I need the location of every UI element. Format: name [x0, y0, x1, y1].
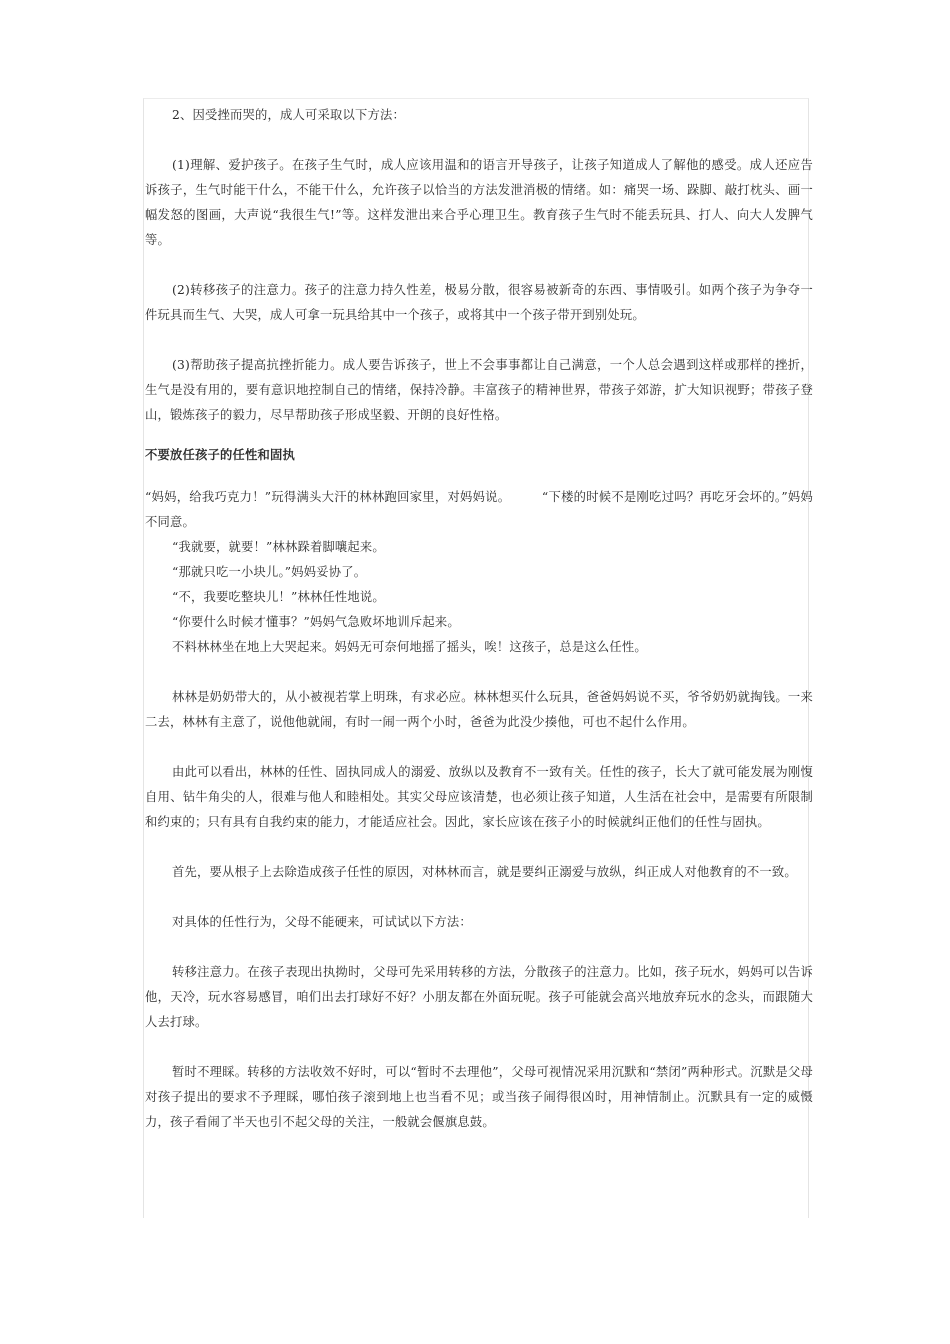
dialog-opening: “妈妈，给我巧克力！”玩得满头大汗的林林跑回家里，对妈妈说。 “下楼的时候不是刚吃过吗？再吃牙会坏的。”妈妈不同意。	[145, 490, 813, 529]
dialog-line: “那就只吃一小块儿。”妈妈妥协了。	[172, 565, 367, 579]
method-1-paragraph: (1)理解、爱护孩子。在孩子生气时，成人应该用温和的语言开导孩子，让孩子知道成人了解他的感受。成人还应告诉孩子，生气时能干什么，不能干什么，允许孩子以恰当的方法发泄消极的情绪。如：痛哭一场、跺脚、敲打枕头、画一幅发怒的图画，大声说“我很生气!”等。这样发泄出来合乎心理卫生。教育孩子生气时不能丢玩具、打人、向大人发脾气等。	[145, 158, 813, 247]
spacer	[145, 885, 813, 910]
dialog-line: “你要什么时候才懂事？”妈妈气急败坏地训斥起来。	[172, 615, 460, 629]
background-paragraph: 林林是奶奶带大的，从小被视若掌上明珠，有求必应。林林想买什么玩具，爸爸妈妈说不买，爷爷奶奶就掏钱。一来二去，林林有主意了，说他他就闹，有时一闹一两个小时，爸爸为此没少揍他，可也不起什么作用。	[145, 690, 813, 729]
dialog-block	[145, 535, 813, 660]
spacer	[145, 1035, 813, 1060]
spacer	[145, 660, 813, 685]
spacer	[145, 935, 813, 960]
spacer	[145, 468, 813, 485]
analysis-paragraph: 由此可以看出，林林的任性、固执同成人的溺爱、放纵以及教育不一致有关。任性的孩子，长大了就可能发展为刚愎自用、钻牛角尖的人，很难与他人和睦相处。其实父母应该清楚，也必须让孩子知道，人生活在社会中，是需要有所限制和约束的；只有具有自我约束的能力，才能适应社会。因此，家长应该在孩子小的时候就纠正他们的任性与固执。	[145, 765, 813, 829]
section-intro: 2、因受挫而哭的，成人可采取以下方法：	[172, 108, 405, 122]
distraction-method-paragraph: 转移注意力。在孩子表现出执拗时，父母可先采用转移的方法，分散孩子的注意力。比如，孩子玩水，妈妈可以告诉他，天冷，玩水容易感冒，咱们出去打球好不好？小朋友都在外面玩呢。孩子可能就会高兴地放弃玩水的念头，而跟随大人去打球。	[145, 965, 813, 1029]
method-2-paragraph: (2)转移孩子的注意力。孩子的注意力持久性差，极易分散，很容易被新奇的东西、事情吸引。如两个孩子为争夺一件玩具而生气、大哭，成人可拿一玩具给其中一个孩子，或将其中一个孩子带开到别处玩。	[145, 283, 813, 322]
spacer	[145, 735, 813, 760]
spacer	[145, 835, 813, 860]
dialog-line: “不，我要吃整块儿！”林林任性地说。	[172, 590, 385, 604]
spacer	[145, 128, 813, 153]
first-step-paragraph: 首先，要从根子上去除造成孩子任性的原因，对林林而言，就是要纠正溺爱与放纵，纠正成人对他教育的不一致。	[172, 865, 797, 879]
document-body	[145, 103, 813, 1135]
method-3-paragraph: (3)帮助孩子提高抗挫折能力。成人要告诉孩子，世上不会事事都让自己满意，一个人总会遇到这样或那样的挫折，生气是没有用的，要有意识地控制自己的情绪，保持冷静。丰富孩子的精神世界，带孩子郊游，扩大知识视野；带孩子登山，锻炼孩子的毅力，尽早帮助孩子形成坚毅、开朗的良好性格。	[145, 358, 813, 422]
section-heading: 不要放任孩子的任性和固执	[145, 448, 295, 462]
ignore-method-paragraph: 暂时不理睬。转移的方法收效不好时，可以“暂时不去理他”，父母可视情况采用沉默和“禁闭”两种形式。沉默是父母对孩子提出的要求不予理睬，哪怕孩子滚到地上也当看不见；或当孩子闹得很凶时，用神情制止。沉默具有一定的威慑力，孩子看闹了半天也引不起父母的关注，一般就会偃旗息鼓。	[145, 1065, 813, 1129]
methods-intro-paragraph: 对具体的任性行为，父母不能硬来，可试试以下方法：	[172, 915, 472, 929]
dialog-line: “我就要，就要！”林林跺着脚嚷起来。	[172, 540, 385, 554]
spacer	[145, 328, 813, 353]
dialog-line: 不料林林坐在地上大哭起来。妈妈无可奈何地摇了摇头，唉！这孩子，总是这么任性。	[172, 640, 647, 654]
spacer	[145, 428, 813, 443]
spacer	[145, 253, 813, 278]
